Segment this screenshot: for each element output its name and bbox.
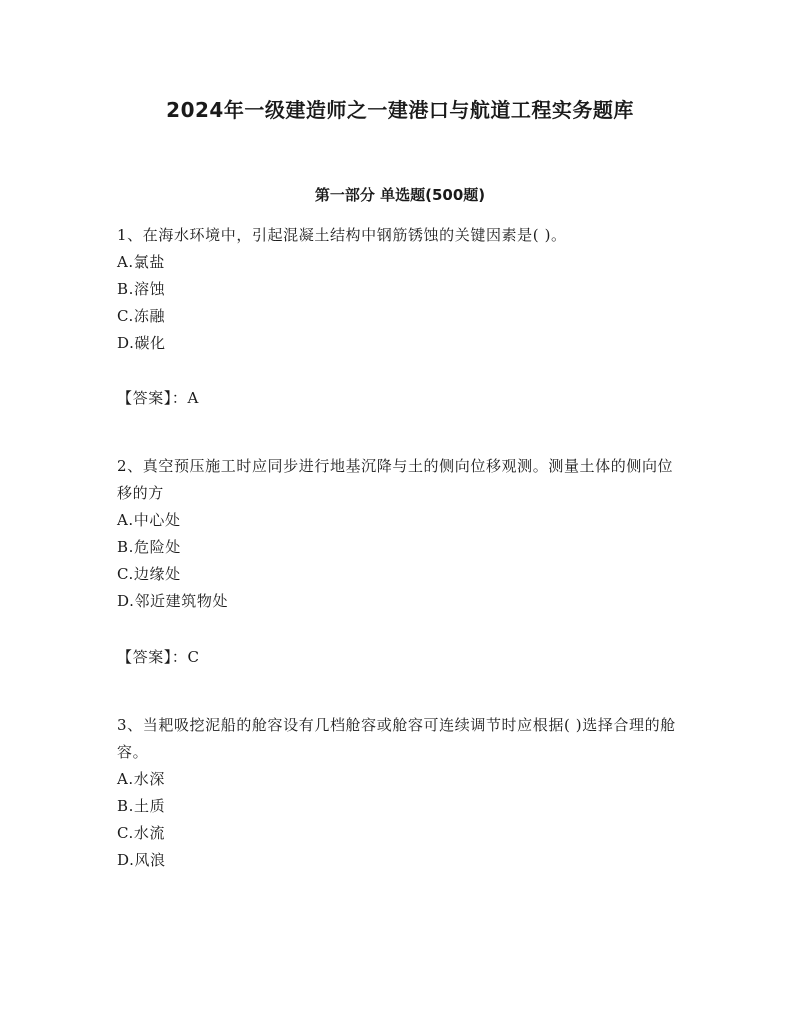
section-title: 第一部分 单选题(500题) xyxy=(314,186,486,204)
option-a: A.氯盐 xyxy=(117,253,166,271)
question-1 xyxy=(117,222,682,357)
question-3 xyxy=(117,712,682,874)
option-a: A.水深 xyxy=(117,770,166,788)
option-d: D.邻近建筑物处 xyxy=(117,592,229,610)
question-stem: 2、真空预压施工时应同步进行地基沉降与土的侧向位移观测。测量土体的侧向位移的方 xyxy=(117,457,674,502)
option-b: B.土质 xyxy=(117,797,166,815)
document-title: 2024年一级建造师之一建港口与航道工程实务题库 xyxy=(166,98,634,122)
option-c: C.边缘处 xyxy=(117,565,181,583)
option-c: C.水流 xyxy=(117,824,166,842)
question-stem: 1、在海水环境中，引起混凝土结构中钢筋锈蚀的关键因素是( )。 xyxy=(117,226,567,244)
option-b: B.危险处 xyxy=(117,538,181,556)
option-c: C.冻融 xyxy=(117,307,166,325)
option-b: B.溶蚀 xyxy=(117,280,166,298)
answer-1: 【答案】：A xyxy=(117,389,199,407)
answer-2: 【答案】：C xyxy=(117,648,200,666)
option-a: A.中心处 xyxy=(117,511,181,529)
option-d: D.碳化 xyxy=(117,334,166,352)
question-2 xyxy=(117,453,682,615)
option-d: D.风浪 xyxy=(117,851,166,869)
question-stem: 3、当耙吸挖泥船的舱容设有几档舱容或舱容可连续调节时应根据( )选择合理的舱容。 xyxy=(117,716,676,761)
